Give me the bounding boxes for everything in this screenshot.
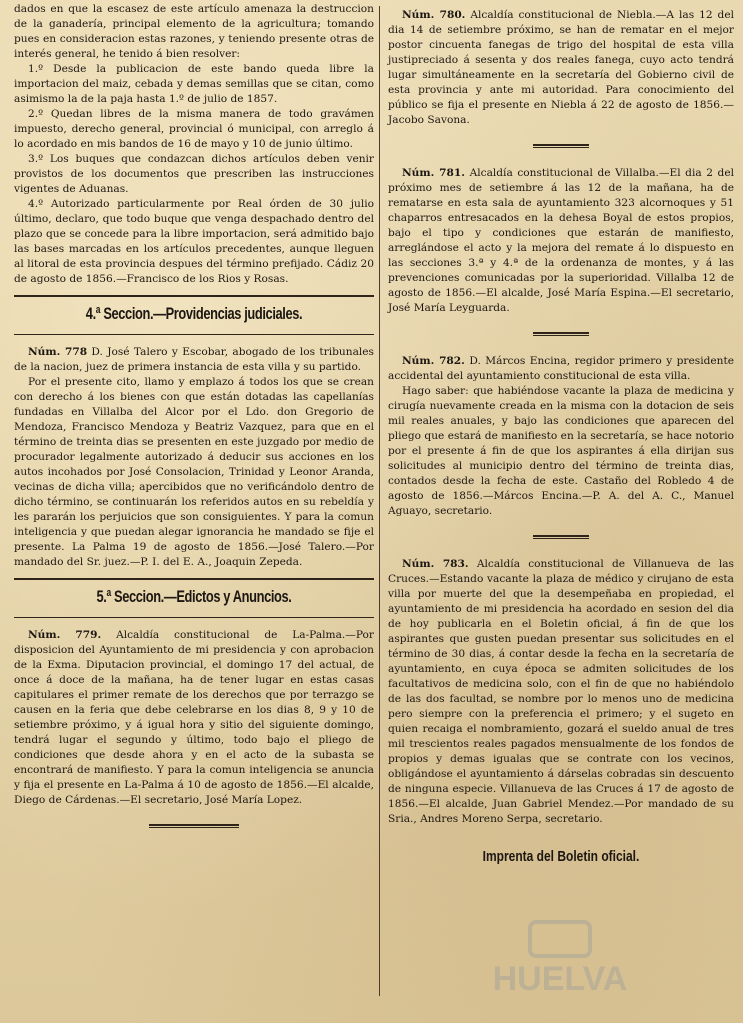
notice-text: D. Márcos Encina, regidor primero y presidente accidental del ayuntamiento constitucional de esta villa. — [388, 355, 734, 382]
section-5-heading: 5.ª Seccion.—Edictos y Anuncios. — [96, 588, 292, 606]
section-rule — [14, 334, 374, 335]
notice-782 — [388, 354, 734, 384]
notice-782-body: Hago saber: que habiéndose vacante la plaza de medicina y cirugía nuevamente creada en la misma con la dotacion de seis mil reales anuales, y bajo las condiciones que aparecen del pliego que estará de manifiesto en la secretaría, se hace notorio por el presente á fin de que los aspirantes á ella dirijan sus solicitudes al municipio dentro del término de treinta dias, contados desde la fecha de este. Castaño del Robledo 4 de agosto de 1856.—Márcos Encina.—P. A. del A. C., Manuel Aguayo, secretario. — [388, 385, 734, 517]
notice-text: Alcaldía constitucional de Villalba.—El dia 2 del próximo mes de setiembre á las 12 de la mañana, ha de rematarse en esta sala de ayuntamiento 323 alcornoques y 51 chaparros entresacados en la dehesa Boyal de estos propios, bajo el tipo y condiciones que estarán de manifiesto, arreglándose el acto y la mejora del remate á lo dispuesto en las secciones 3.ª y 4.ª de la ordenanza de montes, y á las prevenciones comunicadas por la superioridad. Villalba 12 de agosto de 1856.—El alcalde, José María Espina.—El secretario, José María Leyguarda. — [388, 167, 734, 314]
right-column — [388, 0, 734, 864]
notice-780 — [388, 8, 734, 128]
decree-article-4: 4.º Autorizado particularmente por Real órden de 30 julio último, declaro, que todo buque que venga despachado dentro del plazo que se concede para la libre importacion, será admitido bajo las bases marcadas en los artículos precedentes, aunque lleguen al litoral de esta provincia despues del término prefijado. Cádiz 20 de agosto de 1856.—Francisco de los Rios y Rosas. — [14, 198, 374, 285]
section-4-heading: 4.ª Seccion.—Providencias judiciales. — [85, 305, 303, 323]
decree-article-3: 3.º Los buques que condazcan dichos artículos deben venir provistos de los documentos que prescriben las instrucciones vigentes de Aduanas. — [14, 153, 374, 195]
decree-article-2: 2.º Quedan libres de la misma manera de todo gravámen impuesto, derecho general, provincial ó municipal, con arreglo á lo acordado en mis bandos de 16 de mayo y 10 de junio último. — [14, 108, 374, 150]
notice-781 — [388, 166, 734, 316]
printer-imprint: Imprenta del Boletin oficial. — [482, 848, 640, 865]
notice-divider — [533, 144, 589, 148]
notice-number: Núm. 778 — [28, 346, 88, 358]
decree-article-1: 1.º Desde la publicacion de este bando queda libre la importacion del maiz, cebada y demas semillas que se citan, como asimismo la de la paja hasta 1.º de julio de 1857. — [14, 63, 374, 105]
notice-text: D. José Talero y Escobar, abogado de los tribunales de la nacion, juez de primera instancia de esta villa y su partido. — [14, 346, 374, 373]
notice-number: Núm. 781. — [402, 167, 465, 179]
notice-number: Núm. 780. — [402, 9, 466, 21]
notice-783 — [388, 557, 734, 827]
notice-778-body: Por el presente cito, llamo y emplazo á todos los que se crean con derecho á los bienes con que están dotadas las capellanías fundadas en Villalba del Alcor por el Ldo. don Gregorio de Mendoza, Francisco Mendoza y Beatriz Vazquez, para que en el término de treinta dias se presenten en este juzgado por medio de procurador legalmente autorizado á deducir sus acciones en los autos incohados por José Consolacion, Trinidad y Leonor Aranda, vecinas de dicha villa; apercibidos que no verificándolo dentro de dicho término, se continuarán los referidos autos en su rebeldía y les pararán los perjuicios que son consiguientes. Y para la comun inteligencia y que puedan alegar ignorancia he mandado se fije el presente. La Palma 19 de agosto de 1856.—José Talero.—Por mandado del Sr. juez.—P. I. del E. A., Joaquin Zepeda. — [14, 376, 374, 568]
notice-text: Alcaldía constitucional de Niebla.—A las 12 del dia 14 de setiembre próximo, se han de rematar en el mejor postor cincuenta fanegas de trigo del hospital de esta villa justipreciado á sesenta y dos reales fanega, cuyo acto tendrá lugar simultáneamente en la secretaría del Gobierno civil de esta provincia y ante mi autoridad. Para conocimiento del público se fija el presente en Niebla á 22 de agosto de 1856.—Jacobo Savona. — [388, 9, 734, 126]
left-column — [14, 0, 374, 834]
notice-divider — [533, 535, 589, 539]
notice-778 — [14, 345, 374, 375]
watermark-text: HUELVA — [492, 960, 628, 998]
notice-number: Núm. 779. — [28, 629, 102, 641]
notice-text: Alcaldía constitucional de La-Palma.—Por disposicion del Ayuntamiento de mi presidencia y con aprobacion de la Exma. Diputacion provincial, el domingo 17 del actual, de once á doce de la mañana, ha de tener lugar en estas casas capitulares el primer remate de los derechos que por terrazgo se causen en la feria que debe celebrarse en los dias 8, 9 y 10 de setiembre próximo, y á igual hora y sitio del siguiente domingo, tendrá lugar el segundo y último, todo bajo el pliego de condiciones que desde ahora y en el acto de la subasta se encontrará de manifiesto. Y para la comun inteligencia se anuncia y fija el presente en La-Palma á 10 de agosto de 1856.—El alcalde, Diego de Cárdenas.—El secretario, José María Lopez. — [14, 629, 374, 806]
library-watermark-logo — [470, 920, 650, 1000]
notice-779 — [14, 628, 374, 808]
notice-divider — [149, 824, 239, 828]
notice-text: Alcaldía constitucional de Villanueva de las Cruces.—Estando vacante la plaza de médico y cirujano de esta villa por muerte del que la desempeñaba en propiedad, el ayuntamiento de mi presidencia ha acordado en sesion del dia de hoy publicarla en el Boletin oficial, á fin de que los aspirantes que gusten puedan presentar sus solicitudes en el término de 30 dias, á contar desde la fecha en la secretaría de ayuntamiento, en cuya época se admiten solicitudes de los facultativos de medicina solo, con el fin de que no habiéndolo de las dos facultad, se nombre por lo menos uno de medicina pero siempre con la preferencia el primero; y el sugeto en quien recaiga el nombramiento, gozará el sueldo anual de tres mil trescientos reales pagados mensualmente de los fondos de propios y demas igualas que se contrate con los vecinos, obligándose el ayuntamiento á dárselas cobradas sin descuento de ninguna especie. Villanueva de las Cruces á 17 de agosto de 1856.—El alcalde, Juan Gabriel Mendez.—Por mandado de su Sria., Andres Moreno Serpa, secretario. — [388, 558, 734, 825]
section-rule — [14, 578, 374, 580]
notice-divider — [533, 332, 589, 336]
decree-intro: dados en que la escasez de este artículo amenaza la destruccion de la ganadería, principal elemento de la agricultura; tomando pues en consideracion estas razones, y teniendo presente otras de interés general, he tenido á bien resolver: — [14, 3, 374, 60]
section-rule — [14, 617, 374, 618]
notice-number: Núm. 782. — [402, 355, 465, 367]
column-divider — [379, 6, 380, 996]
section-rule — [14, 295, 374, 297]
notice-number: Núm. 783. — [402, 558, 469, 570]
